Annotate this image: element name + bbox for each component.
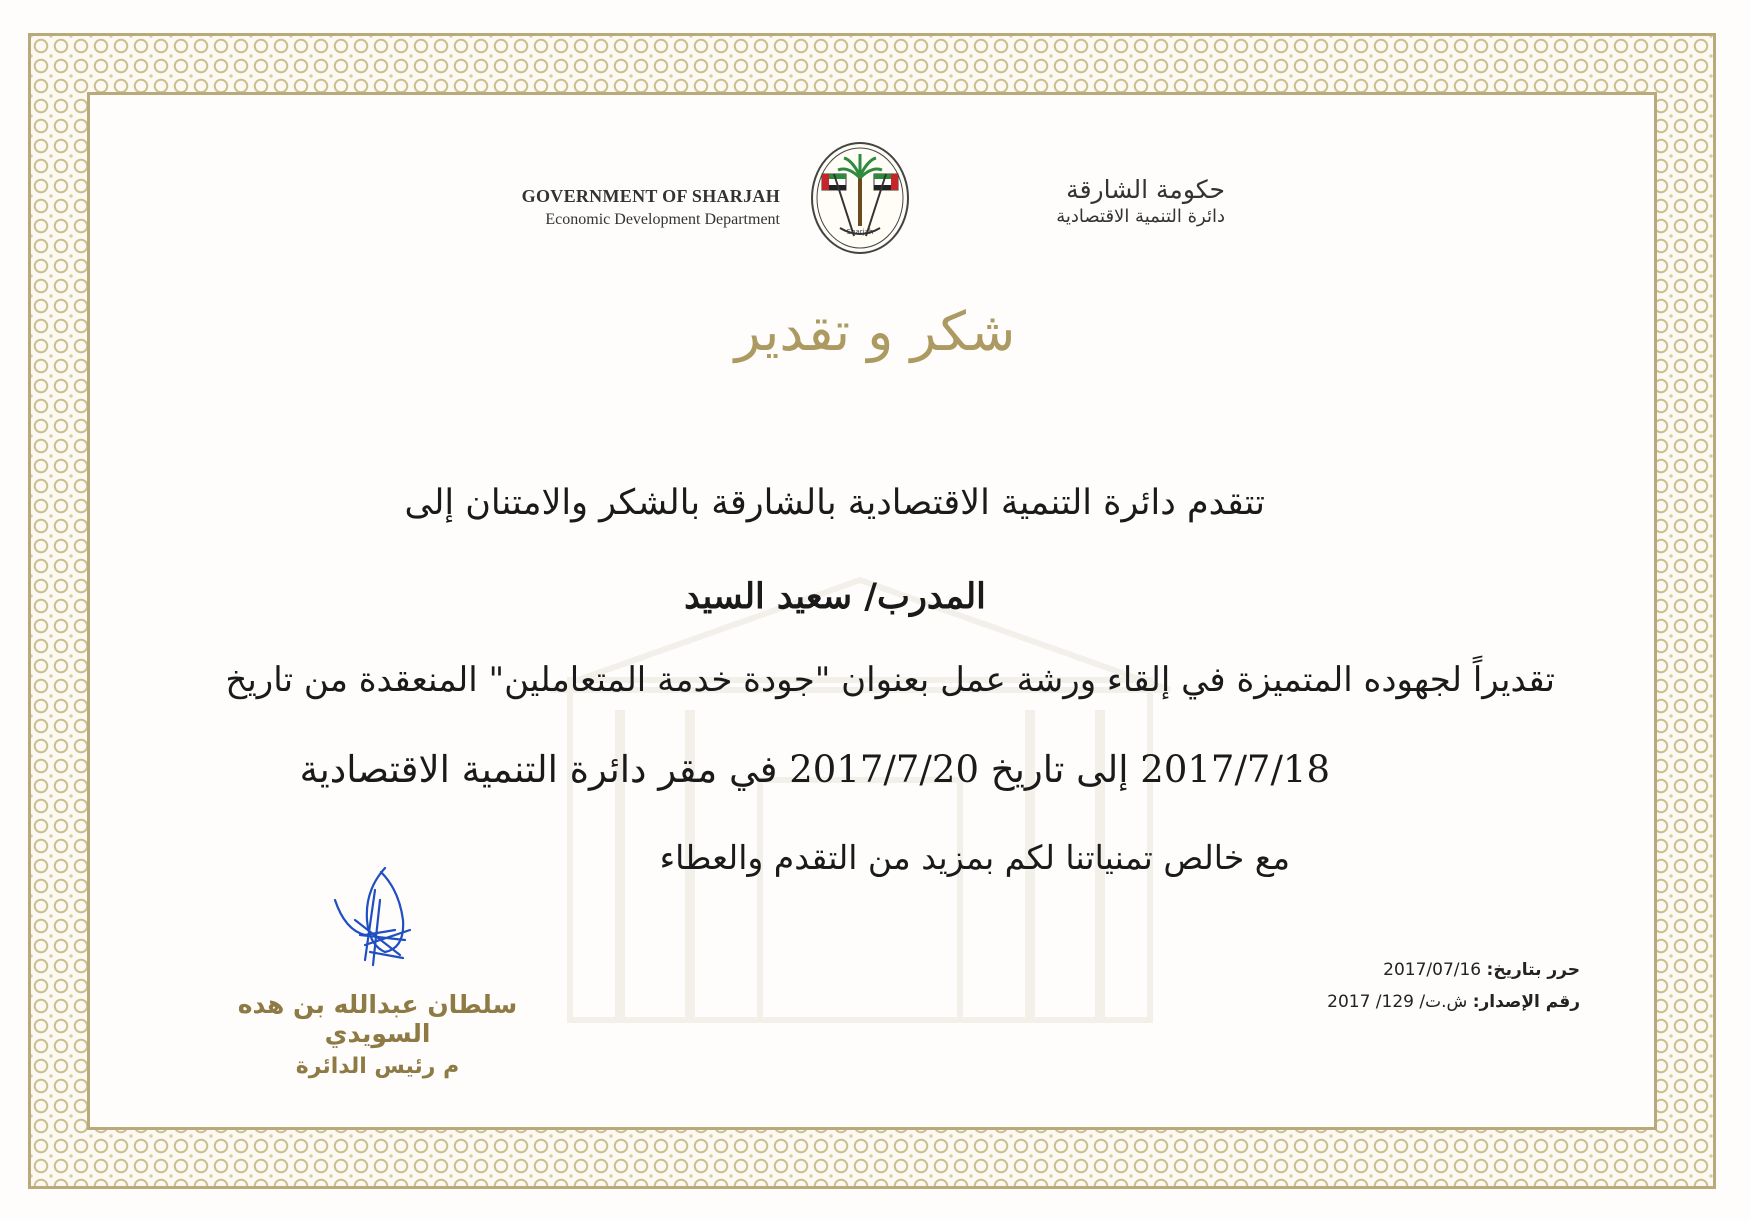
- government-name-ar: حكومة الشارقة: [1066, 175, 1225, 204]
- issue-number: [1290, 992, 1580, 1012]
- department-name-en: Economic Development Department: [545, 211, 780, 228]
- department-name-ar: دائرة التنمية الاقتصادية: [1056, 206, 1225, 227]
- signer-title: [190, 1054, 565, 1079]
- issue-date-value: 2017/07/16: [1383, 960, 1482, 980]
- government-name-en: GOVERNMENT OF SHARJAH: [521, 186, 780, 206]
- appreciation-line: تقديراً لجهوده المتميزة في إلقاء ورشة عمل بعنوان "جودة خدمة المتعاملين" المنعقدة من تاريخ: [225, 660, 1555, 700]
- signer-title-prefix: م: [443, 1054, 460, 1079]
- signer-name: سلطان عبدالله بن هده السويدي: [237, 990, 518, 1048]
- workshop-dates-line: 2017/7/18 إلى تاريخ 2017/7/20 في مقر دائرة التنمية الاقتصادية: [299, 748, 1330, 791]
- signer-title-text: رئيس الدائرة: [295, 1054, 436, 1079]
- issue-date: [1290, 960, 1580, 980]
- certificate-title: شكر و تقدير: [734, 300, 1016, 363]
- signer-block: [190, 990, 565, 1079]
- emblem-text: Sharjah: [846, 228, 874, 236]
- header-arabic: [945, 175, 1225, 227]
- recipient-name: المدرب/ سعيد السيد: [684, 576, 986, 617]
- issue-number-value: ش.ت/ 129/ 2017: [1327, 992, 1468, 1012]
- issue-date-label: حرر بتاريخ:: [1486, 960, 1580, 980]
- issue-number-label: رقم الإصدار:: [1472, 992, 1580, 1012]
- intro-line: تتقدم دائرة التنمية الاقتصادية بالشارقة بالشكر والامتنان إلى: [404, 483, 1265, 523]
- closing-wishes-line: مع خالص تمنياتنا لكم بمزيد من التقدم والعطاء: [659, 838, 1290, 877]
- header-english: [470, 186, 780, 229]
- handwritten-signature: [325, 860, 425, 970]
- sharjah-emblem-icon: [808, 140, 912, 256]
- building-watermark: [510, 560, 1210, 1030]
